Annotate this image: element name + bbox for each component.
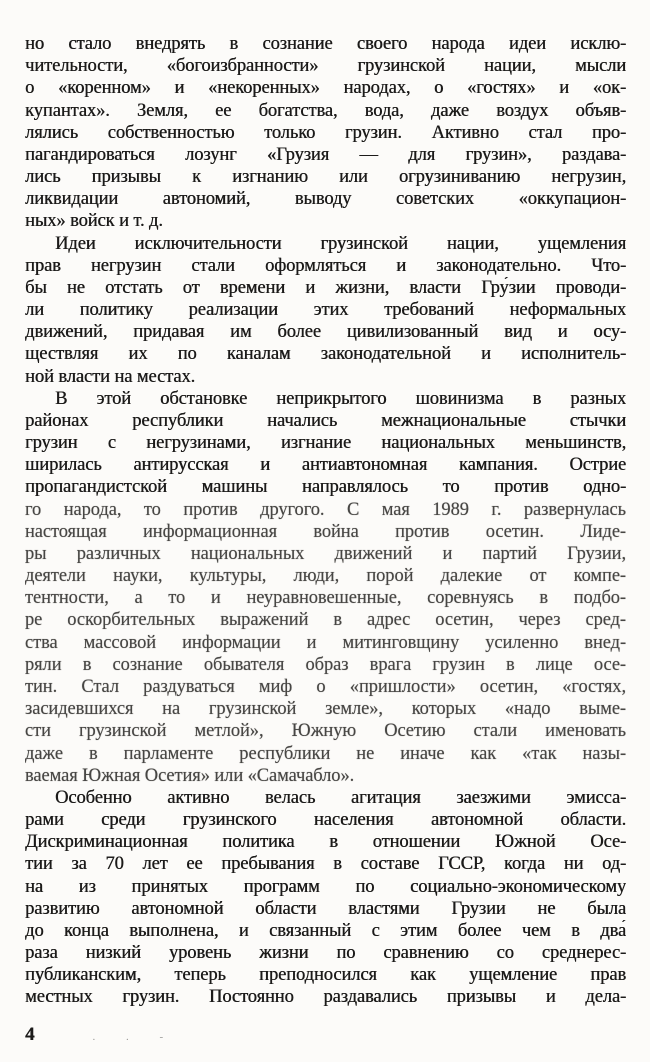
text-line: местных грузин. Постоянно раздавались призывы и дела- (25, 987, 626, 1008)
text-line: тин. Стал раздуваться миф о «пришлости» осетин, «гостях, (25, 676, 626, 697)
text-line: купантах». Земля, ее богатства, вода, даже воздух объяв- (25, 100, 626, 121)
page-footer (25, 1024, 626, 1046)
text-line: движений, придавая им более цивилизованный вид и осу- (25, 322, 626, 343)
text-line: раза низкий уровень жизни по сравнению со среднерес- (25, 943, 626, 964)
text-line: бы не отстать от времени и жизни, власти Гру́зии проводи- (25, 277, 626, 298)
text-line: до конца выполнена, и связанный с этим более чем в два́ (25, 920, 626, 941)
paragraph (25, 33, 626, 233)
text-line: ликвидации автономий, выводу советских «оккупацион- (25, 189, 626, 210)
text-line: лись призывы к изгнанию или огрузиниванию негрузин, (25, 167, 626, 188)
text-line: ных» войск и т. д. (25, 211, 163, 232)
text-line: ширилась антирусская и антиавтономная кампания. Острие (25, 455, 626, 476)
text-line: лялись собственностью только грузин. Активно стал про- (25, 122, 626, 143)
text-line: настоящая информационная война против осетин. Лиде- (25, 521, 626, 542)
text-line: ной власти на местах. (25, 366, 196, 387)
text-line: тентности, а то и неуравновешенные, соревнуясь в подбо- (25, 588, 626, 609)
text-line: прав негрузин стали оформляться и законодательно. Что- (25, 255, 626, 276)
text-line: даже в парламенте республики не иначе как «так назы- (25, 743, 626, 764)
text-line: Идеи исключительности грузинской нации, ущемления (55, 233, 626, 254)
body-text (25, 33, 626, 1009)
text-line: пропагандистской машины направлялось то против одно- (25, 477, 626, 498)
text-line: о «коренном» и «некоренных» народах, о «гостях» и «ок- (25, 78, 626, 99)
text-line: сти грузинской метлой», Южную Осетию стали именовать (25, 721, 626, 742)
scan-artifacts: . . - (92, 1030, 178, 1043)
paragraph (25, 233, 626, 388)
text-line: тии за 70 лет ее пребывания в составе ГССР, когда ни од- (25, 854, 626, 875)
text-line: но стало внедрять в сознание своего народа идеи исклю- (25, 34, 626, 54)
text-line: В этой обстановке неприкрытого шовинизма в разных (55, 388, 626, 409)
text-line: публиканским, теперь преподносился как ущемление прав (25, 965, 626, 986)
text-line: ваемая Южная Осетия» или «Самачабло». (25, 765, 355, 786)
text-line: рами среди грузинского населения автономной области. (25, 810, 626, 831)
text-line: Дискриминационная политика в отношении Южной Осе- (25, 832, 626, 853)
text-line: Особенно активно велась агитация заезжими эмисса- (55, 787, 626, 808)
text-line: пагандироваться лозунг «Грузия — для грузин», раздава- (25, 144, 626, 165)
text-line: деятели науки, культуры, люди, порой далекие от компе- (25, 566, 626, 587)
text-line: засидевшихся на грузинской земле», которых «надо выме- (25, 699, 626, 720)
text-line: чительности, «богоизбранности» грузинской нации, мысли (25, 56, 626, 77)
text-line: ре оскорбительных выражений в адрес осетин, через сред- (25, 610, 626, 631)
text-line: го народа, то против другого. С мая 1989 г. развернулась (25, 499, 626, 520)
text-line: ры различных национальных движений и партий Грузии, (25, 543, 626, 564)
text-line: ряли в сознание обывателя образ врага грузин в лице осе- (25, 654, 626, 675)
text-line: ства массовой информации и митинговщину усиленно внед- (25, 632, 626, 653)
text-line: грузин с негрузинами, изгнание национальных меньшинств, (25, 433, 626, 454)
paragraph (25, 787, 626, 1009)
text-line: районах республики начались межнациональные стычки (25, 410, 626, 431)
text-line: развитию автономной области властями Грузии не была (25, 898, 626, 919)
page-number: 4 (25, 1023, 35, 1045)
text-line: на из принятых программ по социально-экономическому (25, 876, 626, 897)
text-line: ли политику реализации этих требований неформальных (25, 300, 626, 321)
text-line: ществляя их по каналам законодательной и исполнитель- (25, 344, 626, 365)
paragraph (25, 388, 626, 787)
